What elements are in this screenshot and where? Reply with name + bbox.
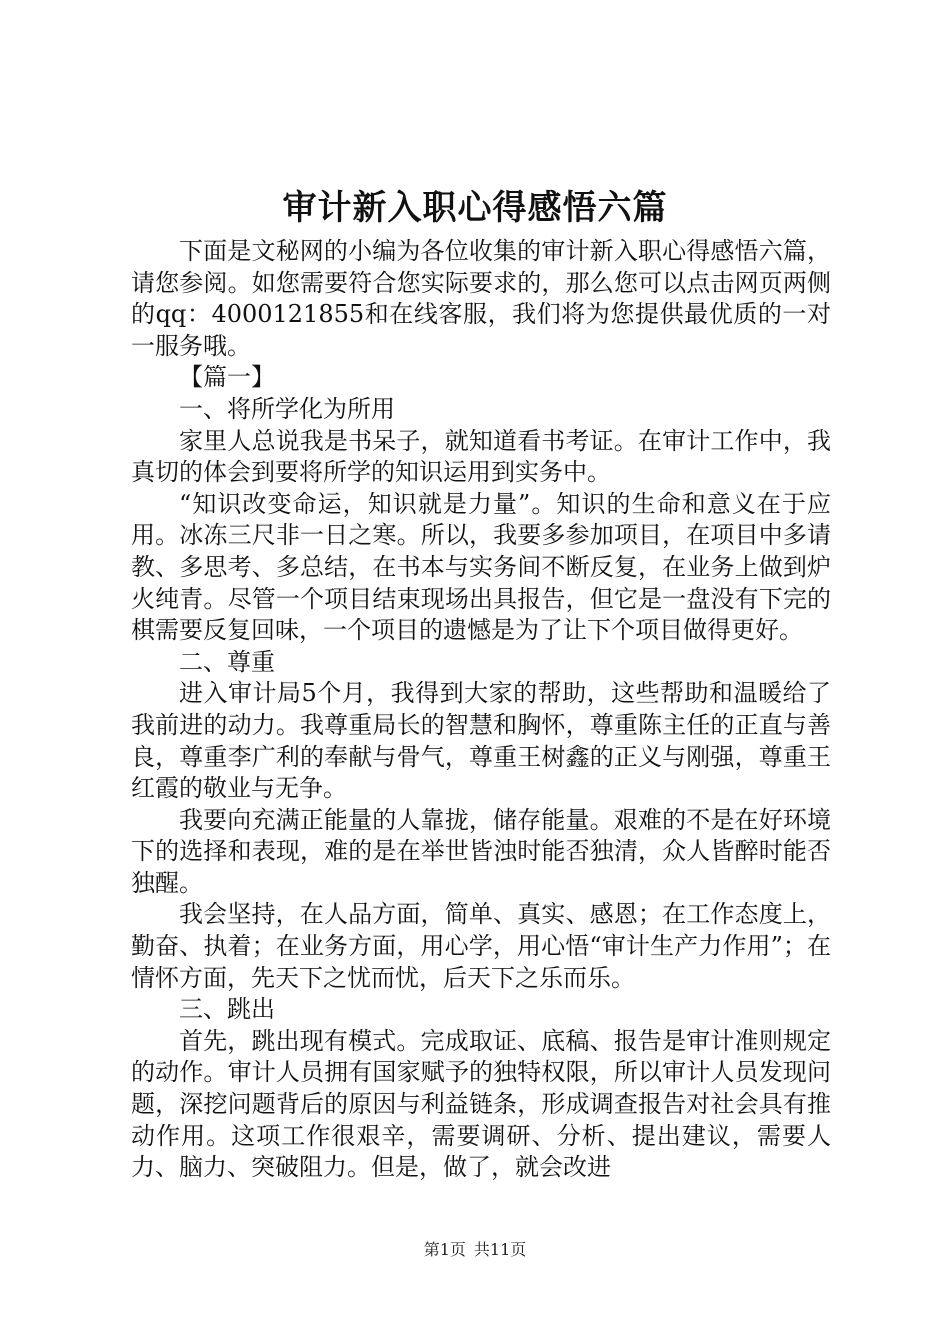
paragraph: 我要向充满正能量的人靠拢，储存能量。艰难的不是在好环境下的选择和表现，难的是在举世皆浊时能否独清，众人皆醉时能否独醒。	[131, 805, 831, 897]
document-title: 审计新入职心得感悟六篇	[282, 188, 668, 228]
paragraph: “知识改变命运，知识就是力量”。知识的生命和意义在于应用。冰冻三尺非一日之寒。所以，我要多参加项目，在项目中多请教、多思考、多总结，在书本与实务间不断反复，在业务上做到炉火纯青。尽管一个项目结束现场出具报告，但它是一盘没有下完的棋需要反复回味，一个项目的遗憾是为了让下个项目做得更好。	[131, 489, 831, 645]
section-label-part-one: 【篇一】	[179, 363, 275, 392]
page-number: 第1页	[423, 1240, 466, 1259]
document-body	[131, 236, 831, 1184]
paragraph: 首先，跳出现有模式。完成取证、底稿、报告是审计准则规定的动作。审计人员拥有国家赋予的独特权限，所以审计人员发现问题，深挖问题背后的原因与利益链条，形成调查报告对社会具有推动作用。这项工作很艰辛，需要调研、分析、提出建议，需要人力、脑力、突破阻力。但是，做了，就会改进	[131, 1026, 831, 1182]
paragraph: 进入审计局5个月，我得到大家的帮助，这些帮助和温暖给了我前进的动力。我尊重局长的智慧和胸怀，尊重陈主任的正直与善良，尊重李广利的奉献与骨气，尊重王树鑫的正义与刚强，尊重王红霞的敬业与无争。	[131, 679, 831, 803]
total-pages: 共11页	[473, 1240, 527, 1259]
heading-apply-learning: 一、将所学化为所用	[179, 394, 395, 423]
paragraph-intro: 下面是文秘网的小编为各位收集的审计新入职心得感悟六篇，请您参阅。如您需要符合您实际要求的，那么您可以点击网页两侧的qq：4000121855和在线客服，我们将为您提供最优质的一对一服务哦。	[131, 237, 831, 360]
paragraph: 家里人总说我是书呆子，就知道看书考证。在审计工作中，我真切的体会到要将所学的知识运用到实务中。	[131, 426, 831, 487]
paragraph: 我会坚持，在人品方面，简单、真实、感恩；在工作态度上，勤奋、执着；在业务方面，用心学，用心悟“审计生产力作用”；在情怀方面，先天下之忧而忧，后天下之乐而乐。	[131, 900, 831, 992]
page-footer	[0, 1238, 950, 1262]
heading-jump-out: 三、跳出	[179, 995, 275, 1024]
heading-respect: 二、尊重	[179, 647, 275, 676]
